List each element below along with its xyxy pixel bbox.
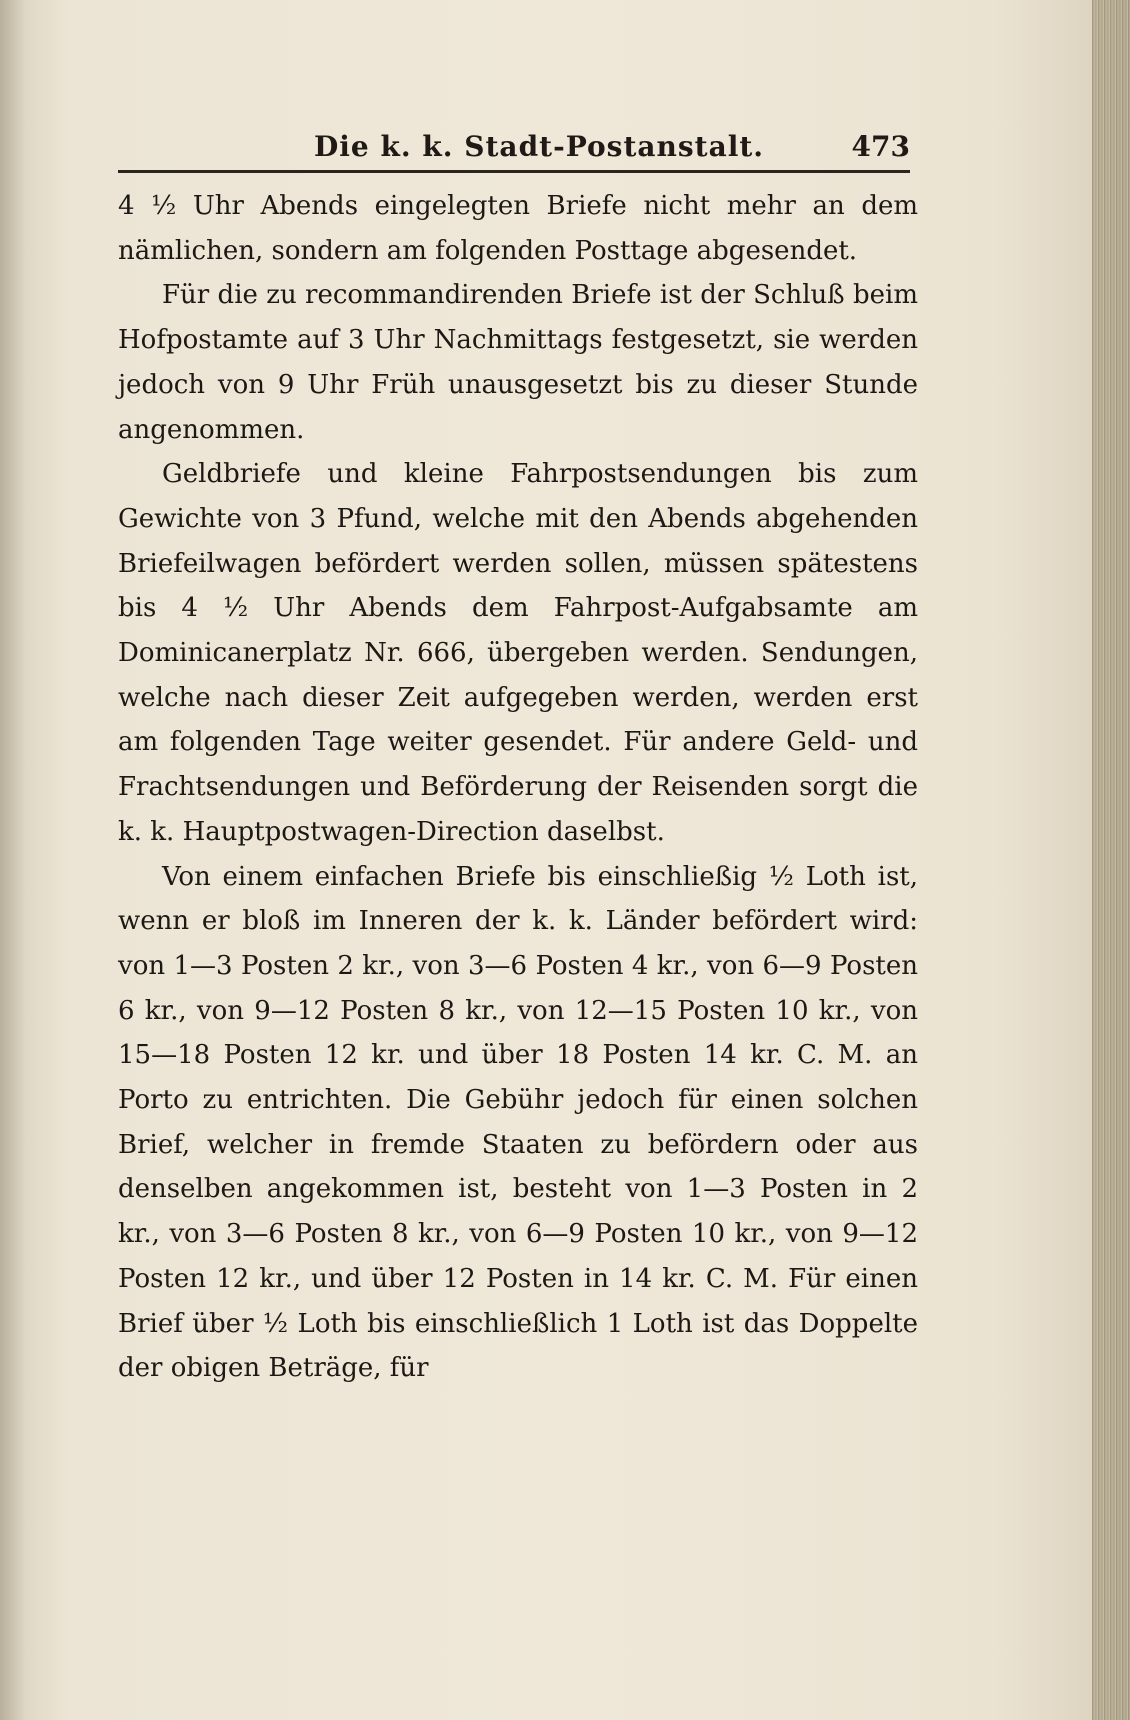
- paragraph-continuation: 4 ½ Uhr Abends eingelegten Briefe nicht mehr an dem nämlichen, sondern am folgenden Posttage abgesendet.: [118, 191, 918, 266]
- paragraph-money-letters: Geldbriefe und kleine Fahrpostsendungen bis zum Gewichte von 3 Pfund, welche mit den Abends abgehenden Briefeilwagen befördert werden sollen, müssen spätestens bis 4 ½ Uhr Abends dem Fahrpost-Aufgabsamte am Dominicanerplatz Nr. 666, übergeben werden. Sendungen, welche nach dieser Zeit aufgegeben werden, werden erst am folgenden Tage weiter gesendet. Für andere Geld- und Frachtsendungen und Beförderung der Reisenden sorgt die k. k. Hauptpostwagen-Direction daselbst.: [118, 459, 918, 847]
- text-body: [118, 184, 918, 1391]
- page-number: 473: [851, 130, 910, 163]
- page-header: [118, 120, 910, 173]
- paragraph-registered-letters: Für die zu recommandirenden Briefe ist der Schluß beim Hofpostamte auf 3 Uhr Nachmittags festgesetzt, sie werden jedoch von 9 Uhr Früh unausgesetzt bis zu dieser Stunde angenommen.: [118, 280, 918, 445]
- running-head: Die k. k. Stadt-Postanstalt.: [314, 130, 765, 163]
- paragraph-postage-rates: Von einem einfachen Briefe bis einschließig ½ Loth ist, wenn er bloß im Inneren der k. k. Länder befördert wird: von 1—3 Posten 2 kr., von 3—6 Posten 4 kr., von 6—9 Posten 6 kr., von 9—12 Posten 8 kr., von 12—15 Posten 10 kr., von 15—18 Posten 12 kr. und über 18 Posten 14 kr. C. M. an Porto zu entrichten. Die Gebühr jedoch für einen solchen Brief, welcher in fremde Staaten zu befördern oder aus denselben angekommen ist, besteht von 1—3 Posten in 2 kr., von 3—6 Posten 8 kr., von 6—9 Posten 10 kr., von 9—12 Posten 12 kr., und über 12 Posten in 14 kr. C. M. Für einen Brief über ½ Loth bis einschließlich 1 Loth ist das Doppelte der obigen Beträge, für: [118, 861, 918, 1384]
- page-edge: [1092, 0, 1130, 1720]
- spine-shadow: [0, 0, 26, 1720]
